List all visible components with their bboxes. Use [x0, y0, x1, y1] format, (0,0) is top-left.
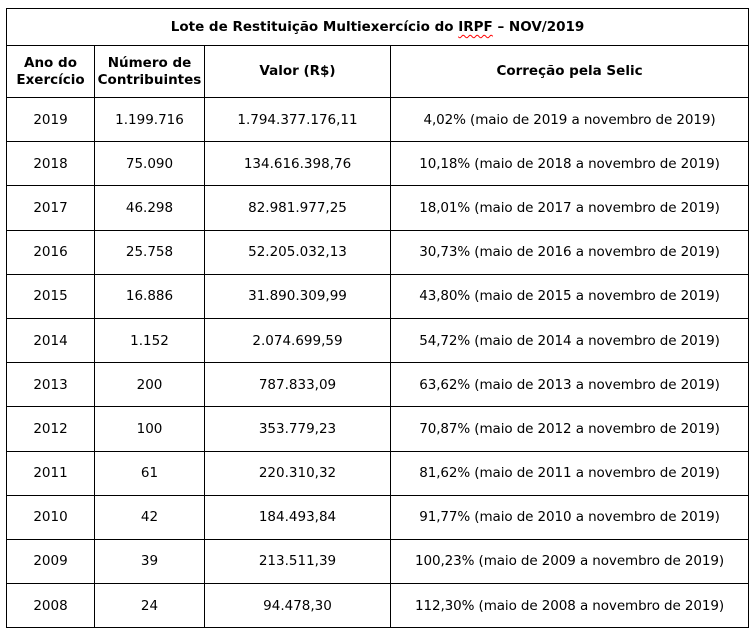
cell-contribuintes: 200 — [95, 363, 205, 407]
cell-contribuintes: 39 — [95, 539, 205, 583]
cell-correcao-selic: 100,23% (maio de 2009 a novembro de 2019) — [391, 539, 749, 583]
restituicao-table — [6, 8, 749, 628]
cell-contribuintes: 42 — [95, 495, 205, 539]
header-numero-de-contribuintes — [95, 46, 205, 98]
cell-contribuintes: 1.152 — [95, 318, 205, 362]
cell-ano: 2011 — [7, 451, 95, 495]
table-title-row — [7, 9, 749, 46]
cell-valor: 787.833,09 — [205, 363, 391, 407]
cell-ano: 2014 — [7, 318, 95, 362]
cell-valor: 213.511,39 — [205, 539, 391, 583]
cell-contribuintes: 100 — [95, 407, 205, 451]
cell-valor: 2.074.699,59 — [205, 318, 391, 362]
cell-correcao-selic: 4,02% (maio de 2019 a novembro de 2019) — [391, 98, 749, 142]
cell-correcao-selic: 43,80% (maio de 2015 a novembro de 2019) — [391, 274, 749, 318]
cell-valor: 220.310,32 — [205, 451, 391, 495]
table-row — [7, 495, 749, 539]
cell-ano: 2019 — [7, 98, 95, 142]
table-row — [7, 274, 749, 318]
table-body — [7, 98, 749, 628]
cell-correcao-selic: 63,62% (maio de 2013 a novembro de 2019) — [391, 363, 749, 407]
cell-ano: 2012 — [7, 407, 95, 451]
table-row — [7, 318, 749, 362]
table-row — [7, 407, 749, 451]
cell-correcao-selic: 10,18% (maio de 2018 a novembro de 2019) — [391, 142, 749, 186]
table-row — [7, 186, 749, 230]
table-row — [7, 142, 749, 186]
cell-ano: 2013 — [7, 363, 95, 407]
cell-contribuintes: 24 — [95, 584, 205, 628]
cell-contribuintes: 61 — [95, 451, 205, 495]
cell-correcao-selic: 112,30% (maio de 2008 a novembro de 2019) — [391, 584, 749, 628]
table-row — [7, 98, 749, 142]
table-title-suffix: – NOV/2019 — [492, 19, 585, 35]
cell-valor: 94.478,30 — [205, 584, 391, 628]
header-ano-do-exercicio — [7, 46, 95, 98]
cell-valor: 353.779,23 — [205, 407, 391, 451]
cell-contribuintes: 1.199.716 — [95, 98, 205, 142]
table-row — [7, 230, 749, 274]
cell-ano: 2008 — [7, 584, 95, 628]
header-correcao-selic: Correção pela Selic — [391, 46, 749, 98]
cell-correcao-selic: 81,62% (maio de 2011 a novembro de 2019) — [391, 451, 749, 495]
cell-ano: 2009 — [7, 539, 95, 583]
cell-ano: 2018 — [7, 142, 95, 186]
header-ano-line1: Ano do — [24, 54, 77, 71]
cell-contribuintes: 75.090 — [95, 142, 205, 186]
table-row — [7, 451, 749, 495]
table-row — [7, 584, 749, 628]
header-valor: Valor (R$) — [205, 46, 391, 98]
table-row — [7, 363, 749, 407]
cell-valor: 31.890.309,99 — [205, 274, 391, 318]
cell-contribuintes: 16.886 — [95, 274, 205, 318]
cell-contribuintes: 25.758 — [95, 230, 205, 274]
cell-correcao-selic: 54,72% (maio de 2014 a novembro de 2019) — [391, 318, 749, 362]
header-numero-line1: Número de — [107, 54, 192, 71]
table-row — [7, 539, 749, 583]
cell-valor: 134.616.398,76 — [205, 142, 391, 186]
header-numero-line2: Contribuintes — [97, 71, 202, 88]
cell-correcao-selic: 70,87% (maio de 2012 a novembro de 2019) — [391, 407, 749, 451]
table-header-row — [7, 46, 749, 98]
table-title-prefix: Lote de Restituição Multiexercício do — [170, 19, 459, 35]
cell-valor: 184.493,84 — [205, 495, 391, 539]
cell-ano: 2010 — [7, 495, 95, 539]
table-title-flagged-word: IRPF — [458, 19, 493, 35]
cell-ano: 2016 — [7, 230, 95, 274]
cell-ano: 2017 — [7, 186, 95, 230]
cell-correcao-selic: 18,01% (maio de 2017 a novembro de 2019) — [391, 186, 749, 230]
header-ano-line2: Exercício — [16, 71, 85, 88]
table-title — [7, 9, 749, 46]
cell-valor: 52.205.032,13 — [205, 230, 391, 274]
cell-correcao-selic: 91,77% (maio de 2010 a novembro de 2019) — [391, 495, 749, 539]
cell-valor: 1.794.377.176,11 — [205, 98, 391, 142]
cell-contribuintes: 46.298 — [95, 186, 205, 230]
cell-valor: 82.981.977,25 — [205, 186, 391, 230]
cell-ano: 2015 — [7, 274, 95, 318]
cell-correcao-selic: 30,73% (maio de 2016 a novembro de 2019) — [391, 230, 749, 274]
